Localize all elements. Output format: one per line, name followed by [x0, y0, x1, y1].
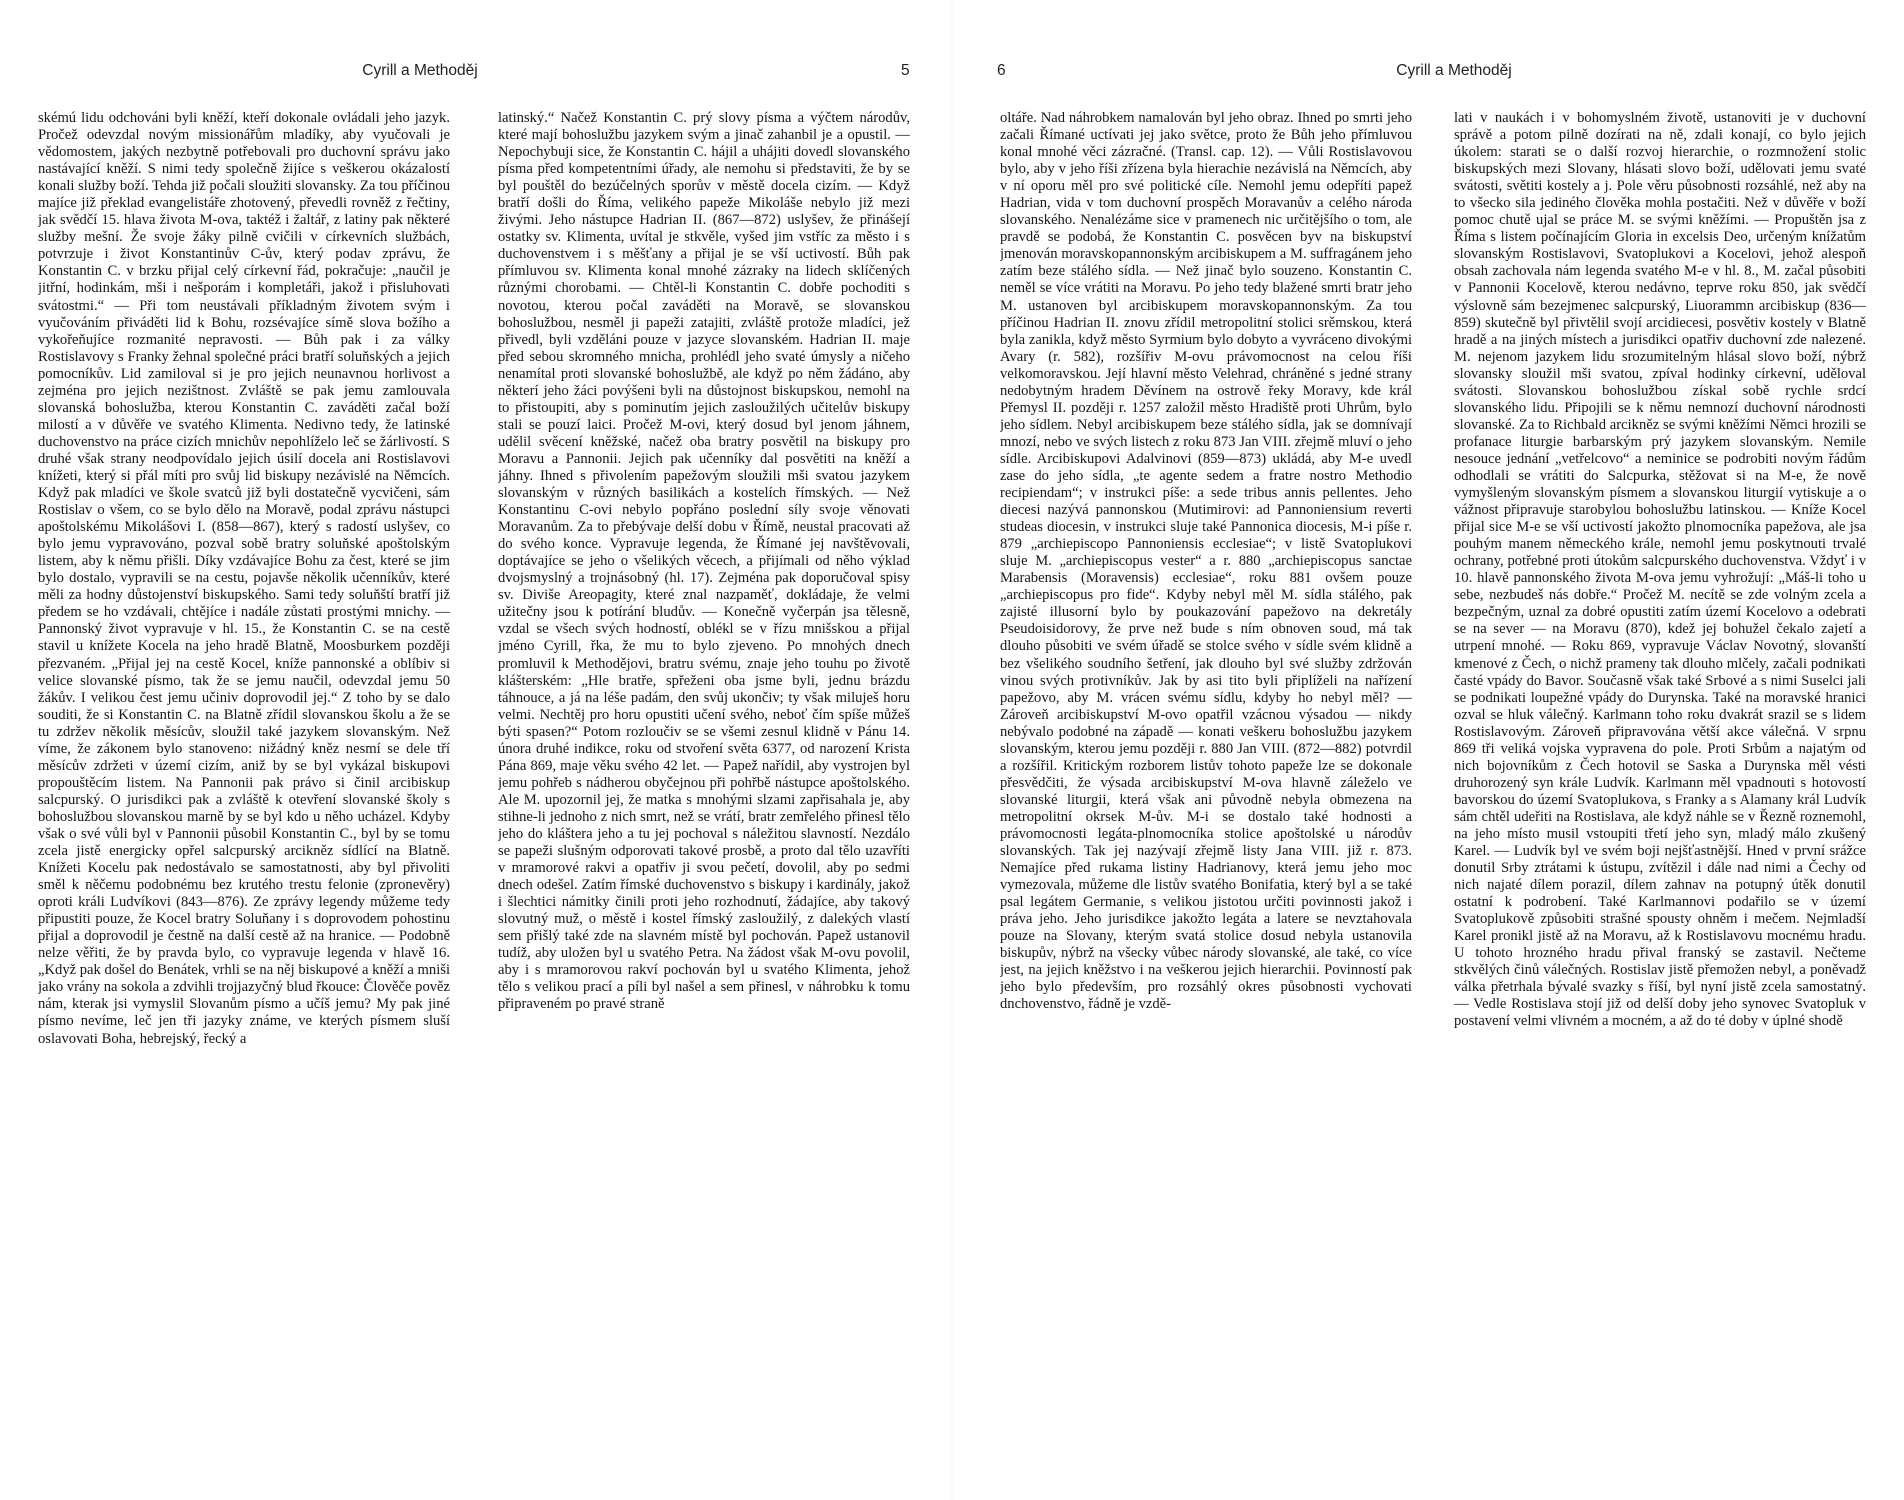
left-column-1-text: skémú lidu odchováni byli kněží, kteří dokonale ovládali jeho jazyk. Pročež odevzdal novým missionářům mladíky, aby vyučovali je vědomostem, jakých nezbytně potřebovali pro duchovní správu jako nastávající kněží. S nimi tedy společně žijíce s veškerou okázalostí konali služby boží. Tehda již počali sloužiti slovansky. Za tou příčinou majíce již překlad evangelistáře zhotovený, převedli rovněž z řečtiny, jak svědčí 15. hlava života M-ova, taktéž i žaltář, z latiny pak některé služby mešní. Že svoje žáky pilně cvičili v církevních službách, potvrzuje i život Konstantinův C-ův, který podav zprávu, že Konstantin C. v brzku přijal celý církevní řád, pokračuje: „naučil je jitřní, hodinkám, mši i nešporám i kompletáři, jakož i přisluhovati svátostmi.“ — Při tom neustávali příkladným životem svým i vyučováním přiváděti lid k Bohu, rozsévajíce símě slova božího a vykořeňujíce rozmanité nepravosti. — Bůh pak i za války Rostislavovy s Franky žehnal společné práci bratří soluňských a jejich pomocníkův. Lid zamiloval si je pro jejich neunavnou horlivost a zejména pro jejich nezištnost. Zvláště se pak jemu zamlouvala slovanská bohoslužba, kterou Konstantin C. zaváděti začal boží milostí a v důvěře ve svatého Klimenta. Nedivno tedy, že latinské duchovenstvo na práce cizích mnichův nepohlíželo leč se žárlivostí. S druhé však strany neodpovídalo jejich úsilí docela ani Rostislavovi knížeti, který si přál míti pro svůj lid biskupy nezávislé na Němcích. Když pak mladíci ve škole svatců již byli dostatečně vycvičeni, sám Rostislav o všem, co se bylo dělo na Moravě, podal zprávu nástupci apoštolskému Mikolášovi I. (858—867), který s radostí uslyšev, co bylo jemu vypravováno, pozval sobě bratry soluňské apoštolským listem, aby k němu přišli. Díky vzdávajíce Bohu za čest, které se jim bylo dostalo, vypravili se na cestu, pojavše několik učenníkův, které měli za hodny důstojenství biskupského. Sami tedy soluňští bratří již předem se ho vzdávali, chtějíce i nadále zůstati prostými mnichy. — Pannonský život vypravuje v hl. 15., že Konstantin C. se na cestě stavil u knížete Kocela na jeho hradě Blatně, Moosburkem později přezvaném. „Přijal jej na cestě Kocel, kníže pannonské a oblíbiv si velice slovanské písmo, tak že se jemu naučil, odevzdal jemu 50 žákův. I velikou čest jemu učiniv doprovodil jej.“ Z toho by se dalo souditi, že si Konstantin C. na Blatně zřídil slovanskou školu a že se tu zdržev několik měsícův, sloužil také jazykem slovanským. Než víme, že zákonem bylo stanoveno: nižádný kněz nesmí se dele tří měsícův zdržeti v území cizím, aniž by se byl vykázal biskupovi propouštěcím listem. Na Pannonii pak právo si činil arcibiskup salcpurský. O jurisdikci pak a zvláště k otevření slovanské školy s bohoslužbou slovanskou marně by se byl kdo u něho ucházel. Kdyby však o své vůli byl v Pannonii působil Konstantin C., byl by se tomu zcela jistě energicky opřel salcpurský arcikněz sídlící na Blatně. Knížeti Kocelu pak nedostávalo se samostatnosti, aby byl přivoliti směl k něčemu podobnému bez krutého trestu felonie (zpronevěry) oproti králi Ludvíkovi (843—876). Ze zprávy legendy můžeme tedy připustiti pouze, že Kocel bratry Soluňany i s doprovodem pohostinu přijal a doprovodil je čestně na další cestě až na hranice. — Podobně nelze věřiti, že by pravda bylo, co vypravuje legenda v hlavě 16. „Když pak došel do Benátek, vrhli se na něj biskupové a kněží a mniši jako vrány na sokola a zdvihli trojjazyčný blud řkouce: Člověče pověz nám, kterak jsi vymyslil Slovanům písmo a učíš jemu? My pak jiné písmo nevíme, leč jen tři jazyky známe, ve kterých písmem sluší oslavovati Boha, hebrejský, řecký a — [38, 110, 450, 1047]
right-column-1-text: oltáře. Nad náhrobkem namalován byl jeho obraz. Ihned po smrti jeho začali Římané uctívati jej jako světce, proto že Bůh jeho přímluvou konal mnohé věci zázračné. (Transl. cap. 12). — Vůli Rostislavovou bylo, aby v jeho říši zřízena byla hierachie nezávislá na Němcích, aby v ní oporu měl pro své politické cíle. Nemohl jemu odepříti papež Hadrian, vida v tom duchovní prospěch Moravanův a celého národa slovanského. Nenalézáme sice v pramenech nic určitějšího o tom, ale pravdě se podobá, že Konstantin C. posvěcen byv na biskupství jmenován moravskopannonským arcibiskupem a M. suffragánem jeho zatím beze stálého sídla. — Než jinač bylo souzeno. Konstantin C. neměl se více vrátiti na Moravu. Po jeho tedy blažené smrti bratr jeho M. ustanoven byl arcibiskupem moravskopannonským. Za tou příčinou Hadrian II. znovu zřídil metropolitní stolici srěmskou, která byla zanikla, když město Syrmium bylo dobyto a vyvráceno divokými Avary (r. 582), rozšířiv M-ovu právomocnost na celou říši velkomoravskou. Její hlavní město Velehrad, chráněné s jedné strany nedobytným hradem Děvínem na ostrově řeky Moravy, kde král Přemysl II. později r. 1257 založil město Hradiště proti Uhrům, bylo jeho sídlem. Nebyl arcibiskupem beze stálého sídla, jak se domnívají mnozí, nebo ve svých listech z roku 873 Jan VIII. zřejmě mluví o jeho sídle. Arcibiskupovi Adalvinovi (859—873) ukládá, aby M-e uvedl zase do jeho sídla, „te agente sedem a fratre nostro Methodio recipiendam“; v instrukci píše: a sede tribus annis pellentes. Jeho diecesi nazývá pannonskou (Mutimirovi: ad Pannoniensium reverti studeas diocesin, v instrukci sluje také Pannonica diocesis, M-i píše r. 879 „archiepiscopo Pannoniensis ecclesiae“; v listě Svatoplukovi sluje M. „archiepiscopus vester“ a r. 880 „archiepiscopus sanctae Marabensis (Moravensis) ecclesiae“, roku 881 ovšem pouze „archiepiscopus pro fide“. Kdyby nebyl měl M. sídla stálého, pak zajisté illusorní bylo by poukazování papežovo na dekretály Pseudoisidorovy, že prve než bude s ním obnoven soud, má tak dlouho působiti ve svém úřadě se stolce svého v sídle svém klidně a bez všelikého soudního šetření, jak dlouho byl své služby zdržován vinou svých protivníkův. Jak by asi tito byli připlíželi na nařízení papežovo, aby M. vrácen svému sídlu, kdyby ho nebyl měl? — Zároveň arcibiskupství M-ovo opatřil vzácnou výsadou — nikdy nebývalo podobné na západě — konati veškeru bohoslužbu jazykem slovanským, kterou jemu později r. 880 Jan VIII. (872—882) potvrdil a rozšířil. Kritickým rozborem listův tohoto papeže lze se dokonale přesvědčiti, že výsada arcibiskupství M-ova hlavně záleželo ve slovanské liturgii, která však ani původně nebyla obmezena na metropolitní okrsek M-ův. M-i se dostalo také hodnosti a právomocnosti legáta-plnomocníka stolice apoštolské u národův slovanských. Tak jej nazývají zřejmě listy Jana VIII. již r. 873. Nemajíce před rukama listiny Hadrianovy, která jemu jeho moc vymezovala, můžeme dle listův svatého Bonifatia, který byl a se také psal legátem Germanie, s velikou jistotou určiti povinnosti jakož i práva jeho. Jeho jurisdikce jakožto legáta a latere se nevztahovala pouze na Slovany, kterým svatá stolice dosud nebyla ustanovila biskupův, nýbrž na všecky vůbec národy slovanské, ale také, co více jest, na jejich kněžstvo i na veškerou jejich hierarchii. Povinností pak jeho bylo především, pro rozsáhlý okres působnosti vychovati dnchovenstvo, řádně je vzdě- — [1000, 110, 1412, 1013]
left-running-title: Cyrill a Methoděj — [362, 62, 478, 79]
right-page — [964, 0, 1904, 1500]
left-column-2-text: latinský.“ Načež Konstantin C. prý slovy písma a výčtem národův, které mají bohoslužbu jazykem svým a jinač zahanbil je a opustil. — Nepochybuji sice, že Konstantin C. hájil a uhájiti dovedl slovanského písma před kompetentními úřady, ale nemohu si představiti, že by se byl pouštěl do bezúčelných sporův v městě docela cizím. — Když bratří došli do Říma, velikého papeže Mikoláše nebylo již mezi živými. Jeho nástupce Hadrian II. (867—872) uslyšev, že přinášejí ostatky sv. Klimenta, uvítal je stkvěle, vyšed jim vstříc za město i s duchovenstvem i s měšťany a přijal je se vší uctivostí. Bůh pak přímluvou sv. Klimenta konal mnohé zázraky na lidech sklíčených různými chorobami. — Chtěl-li Konstantin C. dobře pochoditi s novotou, kterou počal zaváděti na Moravě, se slovanskou bohoslužbou, nesměl ji papeži zatajiti, zvláště protože mladíci, jež přivedl, byli vzděláni pouze v jazyce slovanském. Hadrian II. maje před sebou skromného mnicha, prohlédl jeho svaté úmysly a ničeho nenamítal proti slovanské bohoslužbě, ale když po něm žádáno, aby některí jeho žáci povýšeni byli na důstojnost biskupskou, nemohl na to přistoupiti, aby s pominutím jejich zasloužilých učitelův biskupy stali se pouzí laici. Pročež M-ovi, který dosud byl jenom jáhnem, udělil svěcení kněžské, načež oba bratry posvětil na biskupy pro Moravu a Pannonii. Jejich pak učenníky dal posvětiti na kněží a jáhny. Ihned s přivolením papežovým sloužili mši svatou jazykem slovanským v různých basilikách a kostelích římských. — Než Konstantinu C-ovi nebylo popřáno poslední síly svoje věnovati Moravanům. Za to přebývaje delší dobu v Římě, neustal pracovati až do svého konce. Vypravuje legenda, že Římané jej navštěvovali, doptávajíce se jeho o všelikých věcech, a přijímali od něho výklad dvojsmyslný a trojnásobný (hl. 17). Zejména pak doporučoval spisy sv. Diviše Areopagity, které znal nazpaměť, dokládaje, že velmi užitečny jsou k potírání bludův. — Konečně vyčerpán jsa tělesně, vzdal se všech svých hodností, oblékl se v řízu mnišskou a přijal jméno Cyrill, řka, že mu to bylo zjeveno. Po mnohých dnech promluvil k Methodějovi, bratru svému, znaje jeho touhu po životě klášterském: „Hle bratře, spřeženi oba jsme byli, jednu brázdu táhnouce, a já na léše padám, den svůj ukončiv; ty však miluješ horu velmi. Nechtěj pro horu opustiti učení svého, neboť čím spíše můžeš býti spasen?“ Potom rozloučiv se se všemi zesnul klidně v Pánu 14. února druhé indikce, roku od stvoření světa 6377, od narození Krista Pána 869, maje věku svého 42 let. — Papež nařídil, aby vystrojen byl jemu pohřeb s nádherou obyčejnou při pohřbě nástupce apoštolského. Ale M. upozornil jej, že matka s mnohými slzami zapřisahala je, aby stihne-li jednoho z nich smrt, než se vrátí, bratr zemřelého přinesl tělo jeho do kláštera jeho a tu jej pochoval s náležitou slavností. Nezdálo se papeži slušným odporovati takové prosbě, a proto dal tělo uzavříti v mramorové rakvi a opatřiv ji svou pečetí, dovolil, aby po sedmi dnech odešel. Zatím římské duchovenstvo s biskupy i kardinály, jakož i šlechtici námitky činili proti jeho rozhodnutí, žádajíce, aby takový slovutný muž, o městě i kostel římský zasloužilý, z dalekých vlastí sem přišlý také zde na slavném místě byl pochován. Papež ustanovil tudíž, aby uložen byl u svatého Petra. Na žádost však M-ovu povolil, aby i s mramorovou rakví pochován byl u svatého Klimenta, jehož tělo s velikou prací a píli byl našel a sem přinesl, v náhrobku k tomu připraveném po pravé straně — [498, 110, 910, 1013]
book-gutter — [950, 0, 954, 1500]
left-running-head — [0, 62, 940, 86]
right-column-1 — [1000, 110, 1412, 1480]
left-page-number: 5 — [901, 62, 910, 79]
right-column-2-text: lati v naukách i v bohomyslném životě, ustanoviti je v duchovní správě a potom pilně dozírati na ně, zdali konají, co bylo jejich úkolem: starati se o další rozvoj hierarchie, o rozmnožení stolic biskupských mezi Slovany, hlásati slovo boží, udělovati jemu svaté svátosti, světiti kostely a j. Pole věru působnosti rozsáhlé, než aby na to všecko sila jediného člověka mohla postačiti. Než v důvěře v boží pomoc chutě ujal se práce M. se svými kněžími. — Propuštěn jsa z Říma s listem počínajícím Gloria in excelsis Deo, určeným knížatům slovanským Rostislavovi, Svatoplukovi a Kocelovi, jehož alespoň obsah zachovala nám legenda svatého M-e v hl. 8., M. začal působiti v Pannonii Kocelově, kterou nedávno, teprve roku 850, jak svědčí výslovně sám bezejmenec salcpurský, Liuorammn arcibiskup (836—859) skutečně byl přivtělil svojí arcidiecesi, posvětiv kostely v Blatně hradě a na jiných místech a jurisdikci opatřiv duchovní zde nalezené. M. nejenom jazykem lidu srozumitelným hlásal slovo boží, nýbrž slovansky sloužil mši svatou, zpíval hodinky církevní, uděloval svátosti. Slovanskou bohoslužbou získal sobě rychle srdcí slovanského lidu. Připojili se k němu nemnozí duchovní národnosti slovanské. Za to Richbald arcikněz se svými kněžími Němci hrozili se profanace liturgie barbarským prý jazykem slovanským. Nemile nesouce jednání „vetřelcovo“ a neminice se podrobiti novým řádům odhodlali se vrátiti do Salcpurka, stěžovat si na M-e, že nově vymyšleným slovanským písmem a slovanskou liturgií vytiskuje a o vážnost připravuje starobylou bohoslužbu latinskou. — Kníže Kocel přijal sice M-e se vší uctivostí jakožto plnomocníka papežova, ale jsa pouhým manem německého krále, nemohl jemu poskytnouti trvalé ochrany, potřebné proti útokům salcpurského duchovenstva. Vždyť i v 10. hlavě pannonského života M-ova jemu vyhrožují: „Máš-li toho u sebe, nezbudeš nás dobře.“ Pročež M. necítě se zde volným zcela a bezpečným, uznal za dobré opustiti zatím území Kocelovo a odebrati se na sever — na Moravu (870), kdež jej bohužel čekalo zajetí a utrpení mnohé. — Roku 869, vypravuje Václav Novotný, slovanští kmenové z Čech, o nichž prameny tak dlouho mlčely, začali podnikati časté vpády do Bavor. Současně však také Srbové a s nimi Suselci jali se podnikati loupežné vpády do Durynska. Také na moravské hranici ozval se hluk válečný. Karlmann toho roku dvakrát srazil se s lidem Rostislavovým. Zároveň připravována větší akce válečná. V srpnu 869 tři veliká vojska vypravena do pole. Proti Srbům a najatým od nich bojovníkům z Čech hotovil se Saska a Durynska měl vésti druhorozený syn krále Ludvík. Karlmann měl vpadnouti s hotovostí bavorskou do území Svatoplukova, s Franky a s Alamany král Ludvík sám chtěl udeřiti na Rostislava, ale když náhle se v Řezně roznemohl, na jeho místo musil vstoupiti třetí jeho syn, mladý málo zkušený Karel. — Ludvík byl ve svém boji nejšťastnější. Hned v první srážce donutil Srby ztrátami k ústupu, zvítězil i dále nad nimi a Čechy od nich najaté dílem porazil, dílem zahnav na potupný útěk donutil ostatní k podrobení. Také Karlmannovi podařilo se v území Svatoplukově způsobiti strašné spousty ohněm i mečem. Nejmladší Karel pronikl jistě až na Moravu, až k Rostislavovu mocnému hradu. U tohoto hrozného hradu přival franský se zastavil. Nečteme stkvělých činů válečných. Rostislav jistě přemožen nebyl, a poněvadž válka přetrhala bývalé svazky s říší, byl nyní jistě zcela samostatný. — Vedle Rostislava stojí již od delší doby jeho synovec Svatopluk v postavení velmi vlivném a mocném, a až do té doby v úplné shodě — [1454, 110, 1866, 1030]
right-column-2 — [1454, 110, 1866, 1480]
right-page-number: 6 — [997, 62, 1006, 79]
right-running-title: Cyrill a Methoděj — [1396, 62, 1512, 79]
right-running-head — [964, 62, 1904, 86]
left-page — [0, 0, 940, 1500]
left-column-2 — [498, 110, 910, 1480]
left-column-1 — [38, 110, 450, 1480]
